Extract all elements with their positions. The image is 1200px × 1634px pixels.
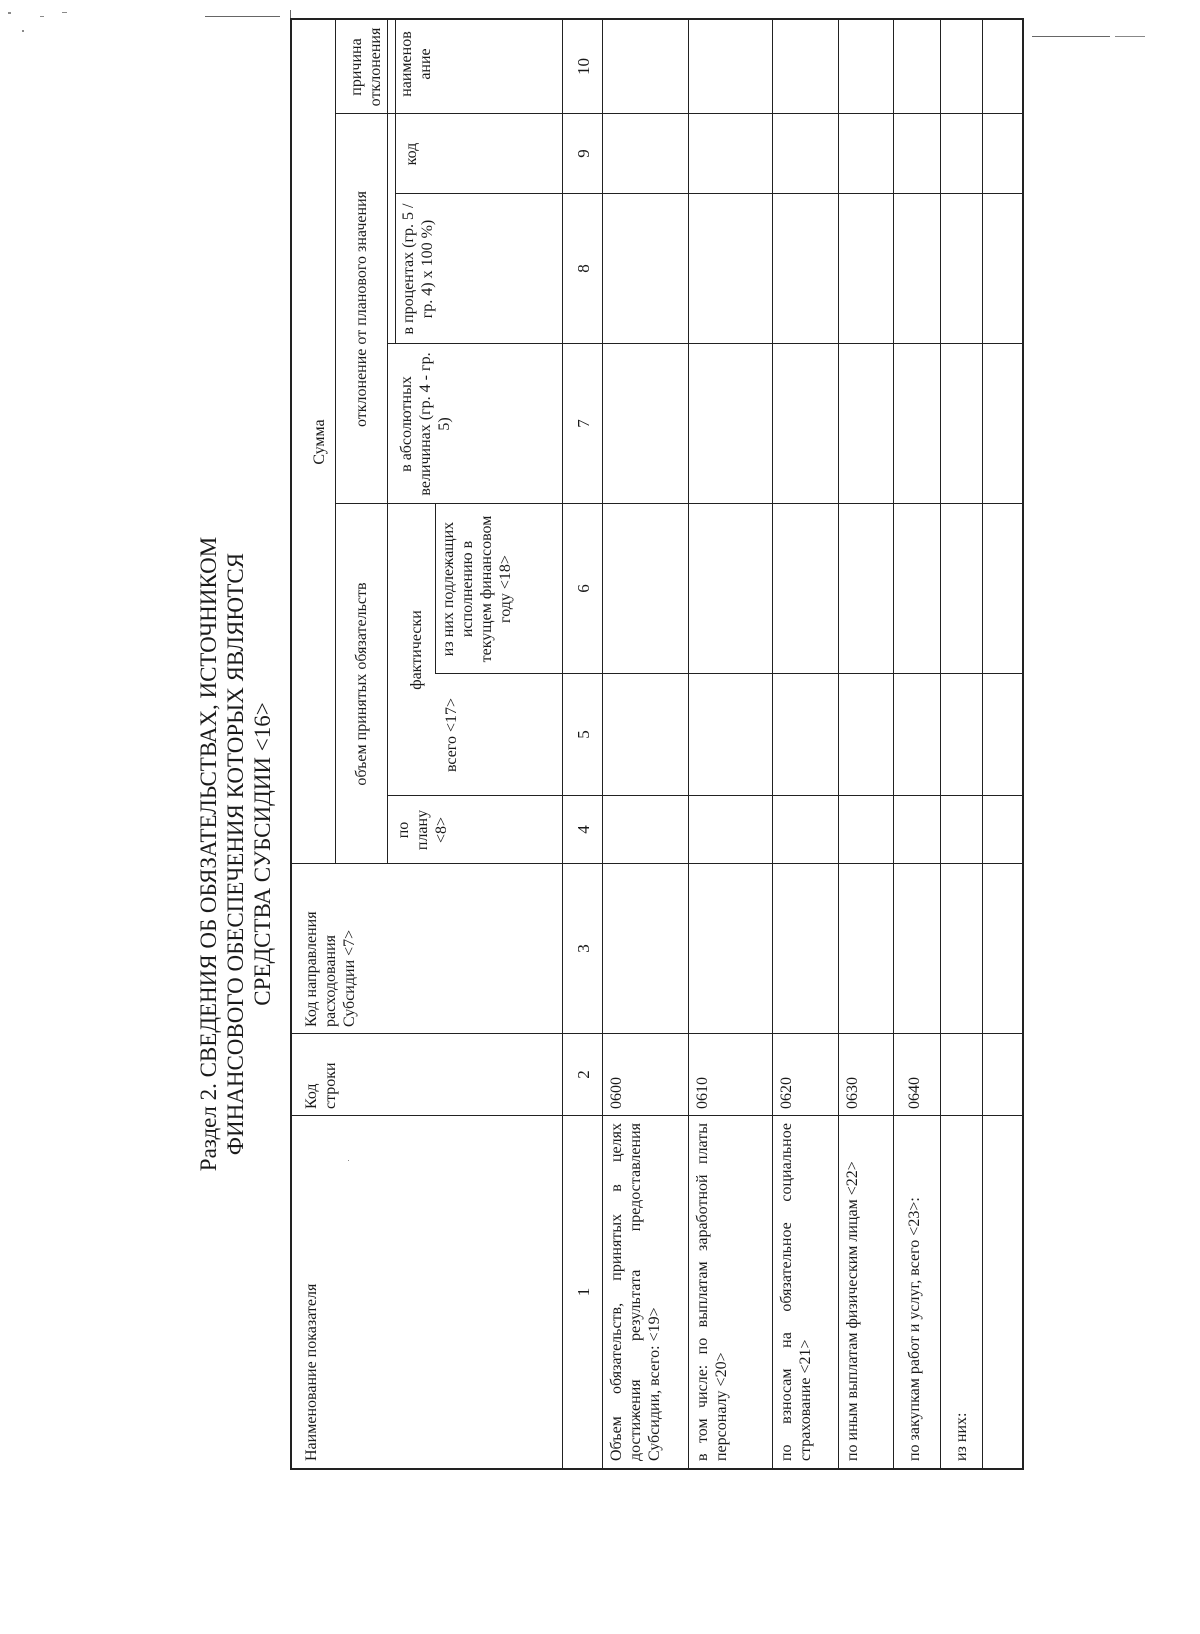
row-name-of-which: из них: bbox=[953, 1412, 970, 1461]
header-direction-code: Код направления расходования Субсидии <7> bbox=[303, 911, 358, 1027]
title-line-3: СРЕДСТВА СУБСИДИИ <16> bbox=[250, 702, 275, 1006]
grid-line bbox=[688, 20, 689, 1470]
grid-line bbox=[838, 20, 839, 1470]
header-reason-code: код bbox=[403, 142, 420, 166]
row-name-0630: по иным выплатам физическим лицам <22> bbox=[844, 1161, 861, 1461]
header-absolute: в абсолютных величинах (гр. 4 - гр. 5) bbox=[398, 352, 453, 496]
column-number-6: 6 bbox=[574, 584, 593, 593]
grid-line bbox=[602, 20, 603, 1470]
grid-line bbox=[893, 20, 894, 1470]
grid-line bbox=[290, 20, 292, 1470]
header-total: всего <17> bbox=[443, 697, 460, 773]
header-deviation: отклонение от планового значения bbox=[353, 191, 370, 428]
column-number-10: 10 bbox=[574, 58, 593, 75]
header-actual: фактически bbox=[408, 610, 425, 690]
grid-line bbox=[290, 863, 1024, 864]
grid-line bbox=[1022, 20, 1024, 1470]
header-indicator-name: Наименование показателя bbox=[303, 1283, 320, 1461]
grid-line bbox=[335, 20, 336, 864]
grid-line bbox=[387, 795, 1024, 796]
header-percent: в процентах (гр. 5 / гр. 4) x 100 %) bbox=[400, 203, 436, 335]
row-code-0620: 0620 bbox=[778, 1077, 795, 1109]
header-by-plan: по плану <8> bbox=[395, 809, 450, 851]
grid-line bbox=[435, 504, 436, 674]
row-name-0640: по закупкам работ и услуг, всего <23>: bbox=[906, 1197, 923, 1461]
header-row-code: Код строки bbox=[303, 1062, 339, 1109]
column-number-3: 3 bbox=[574, 944, 593, 953]
grid-line bbox=[395, 193, 1024, 194]
row-name-0620: по взносам на обязательное социальное страхование <21> bbox=[778, 1123, 814, 1461]
row-name-0610: в том числе: по выплатам заработной платы персоналу <20> bbox=[694, 1123, 730, 1461]
row-code-0630: 0630 bbox=[844, 1077, 861, 1109]
title-line-2: ФИНАНСОВОГО ОБЕСПЕЧЕНИЯ КОТОРЫХ ЯВЛЯЮТСЯ bbox=[223, 552, 248, 1156]
header-sum: Сумма bbox=[311, 419, 328, 465]
grid-line bbox=[940, 20, 941, 1470]
column-number-8: 8 bbox=[574, 264, 593, 273]
header-reason-name: наименов ание bbox=[398, 31, 434, 97]
grid-line bbox=[290, 18, 1024, 20]
header-current-year: из них подлежащих исполнению в текущем финансовом году <18> bbox=[440, 515, 514, 663]
column-number-5: 5 bbox=[574, 730, 593, 739]
grid-line bbox=[387, 343, 1024, 344]
grid-line bbox=[290, 1468, 1024, 1470]
grid-line bbox=[562, 20, 563, 1470]
grid-line bbox=[772, 20, 773, 1470]
column-number-9: 9 bbox=[574, 149, 593, 158]
grid-line bbox=[335, 113, 1024, 114]
grid-line bbox=[387, 20, 388, 864]
row-code-0640: 0640 bbox=[906, 1077, 923, 1109]
grid-line bbox=[435, 673, 1024, 674]
header-obligations-volume: объем принятых обязательств bbox=[353, 582, 370, 786]
title-line-1: Раздел 2. СВЕДЕНИЯ ОБ ОБЯЗАТЕЛЬСТВАХ, ИСТОЧНИКОМ bbox=[196, 536, 221, 1172]
row-code-0610: 0610 bbox=[694, 1077, 711, 1109]
grid-line bbox=[290, 1115, 1024, 1116]
column-number-2: 2 bbox=[574, 1070, 593, 1079]
column-number-7: 7 bbox=[574, 419, 593, 428]
column-number-1: 1 bbox=[574, 1287, 593, 1297]
section-title bbox=[195, 224, 276, 1484]
row-code-0600: 0600 bbox=[608, 1077, 625, 1109]
grid-line bbox=[982, 20, 983, 1470]
header-deviation-reason: причина отклонения bbox=[348, 27, 384, 107]
row-name-0600: Объем обязательств, принятых в целях достижения результата предоставления Субсидии, всего: <19> bbox=[608, 1123, 663, 1461]
grid-line bbox=[335, 503, 1024, 504]
grid-line bbox=[290, 1033, 1024, 1034]
column-number-4: 4 bbox=[574, 825, 593, 834]
